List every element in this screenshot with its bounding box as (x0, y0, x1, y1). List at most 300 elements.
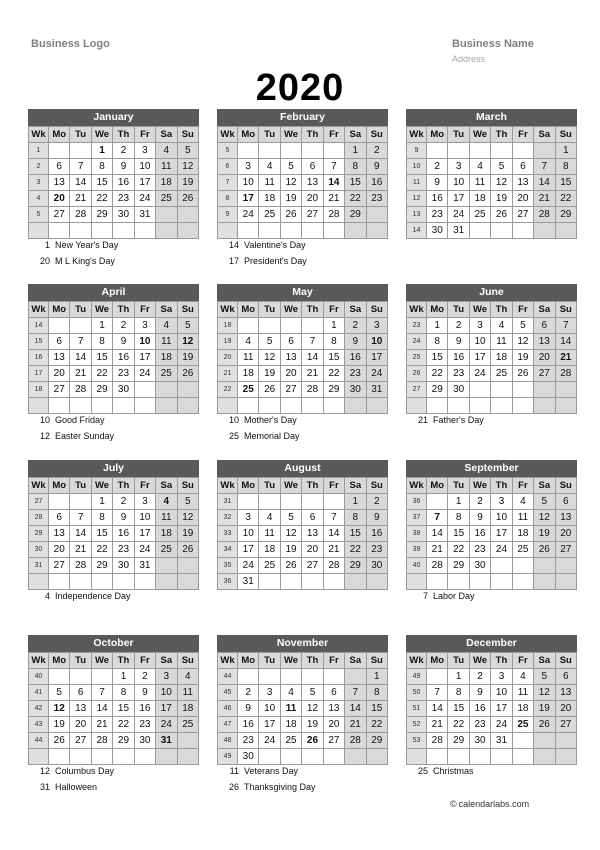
weekday-header: Tu (259, 127, 280, 143)
day-cell: 4 (259, 159, 280, 175)
day-cell: 5 (177, 143, 198, 159)
day-cell (49, 669, 70, 685)
day-cell: 5 (534, 669, 555, 685)
weekday-header: Su (177, 302, 198, 318)
day-cell (323, 143, 344, 159)
weekday-header: Tu (70, 302, 91, 318)
weekday-header: Th (113, 653, 134, 669)
day-cell: 18 (259, 542, 280, 558)
holiday-name: M L King's Day (55, 256, 115, 266)
month-september (406, 460, 577, 590)
week-row (407, 510, 577, 526)
day-cell (512, 733, 533, 749)
day-cell: 19 (49, 717, 70, 733)
week-number: 31 (218, 494, 238, 510)
holiday-list (410, 588, 590, 604)
day-cell: 1 (113, 669, 134, 685)
week-row (29, 717, 199, 733)
day-cell: 23 (113, 542, 134, 558)
day-cell: 11 (512, 510, 533, 526)
day-cell: 27 (280, 382, 301, 398)
week-number: 47 (218, 717, 238, 733)
holiday-item (221, 237, 401, 253)
week-row (407, 526, 577, 542)
week-number: 10 (407, 159, 427, 175)
day-cell: 9 (345, 334, 366, 350)
month-title: May (217, 284, 388, 301)
month-december (406, 635, 577, 765)
day-cell: 10 (491, 510, 512, 526)
day-cell: 31 (448, 223, 469, 239)
day-cell: 1 (91, 318, 112, 334)
week-number: 9 (407, 143, 427, 159)
day-cell: 21 (555, 350, 576, 366)
day-cell (366, 207, 387, 223)
day-cell: 14 (323, 175, 344, 191)
week-number: 23 (407, 318, 427, 334)
week-row (29, 526, 199, 542)
day-cell: 27 (302, 207, 323, 223)
month-table (406, 126, 577, 239)
day-cell: 7 (302, 334, 323, 350)
day-cell (555, 558, 576, 574)
week-number: 36 (407, 494, 427, 510)
day-cell: 27 (512, 207, 533, 223)
day-cell: 18 (156, 175, 177, 191)
day-cell: 26 (302, 733, 323, 749)
day-cell: 1 (427, 318, 448, 334)
weekday-header: Tu (259, 478, 280, 494)
day-cell: 30 (113, 558, 134, 574)
week-number: 29 (29, 526, 49, 542)
day-cell: 17 (491, 526, 512, 542)
day-cell: 19 (534, 701, 555, 717)
week-number: 24 (407, 334, 427, 350)
day-cell (491, 143, 512, 159)
day-cell: 23 (238, 733, 259, 749)
day-cell (238, 669, 259, 685)
day-cell: 9 (113, 334, 134, 350)
weekday-header: Fr (512, 127, 533, 143)
day-cell: 18 (512, 701, 533, 717)
day-cell: 12 (491, 175, 512, 191)
day-cell: 25 (280, 733, 301, 749)
day-cell: 19 (302, 717, 323, 733)
day-cell: 26 (177, 191, 198, 207)
day-cell: 1 (323, 318, 344, 334)
day-cell (49, 143, 70, 159)
day-cell: 29 (91, 382, 112, 398)
day-cell: 3 (366, 318, 387, 334)
holiday-name: Christmas (433, 766, 474, 776)
week-number: 33 (218, 526, 238, 542)
day-cell: 15 (366, 701, 387, 717)
week-row (29, 542, 199, 558)
day-cell (555, 382, 576, 398)
day-cell: 9 (238, 701, 259, 717)
day-cell: 24 (469, 366, 490, 382)
month-table (406, 652, 577, 765)
week-number: 18 (29, 382, 49, 398)
day-cell: 20 (512, 191, 533, 207)
week-number: 25 (407, 350, 427, 366)
month-table (406, 301, 577, 414)
week-number: 42 (29, 701, 49, 717)
month-october (28, 635, 199, 765)
day-cell: 15 (91, 526, 112, 542)
weekday-header: Mo (49, 127, 70, 143)
day-cell: 6 (302, 510, 323, 526)
day-cell: 12 (259, 350, 280, 366)
day-cell (302, 494, 323, 510)
week-row (29, 334, 199, 350)
weekday-header: Wk (407, 478, 427, 494)
weekday-header: Mo (427, 478, 448, 494)
day-cell: 22 (427, 366, 448, 382)
week-number: 22 (218, 382, 238, 398)
day-cell: 2 (366, 143, 387, 159)
day-cell: 9 (134, 685, 155, 701)
day-cell: 28 (427, 558, 448, 574)
day-cell: 28 (427, 733, 448, 749)
day-cell: 13 (302, 175, 323, 191)
day-cell: 29 (91, 558, 112, 574)
week-row (218, 510, 388, 526)
weekday-header: Th (113, 127, 134, 143)
day-cell: 8 (427, 334, 448, 350)
day-cell: 28 (555, 366, 576, 382)
day-cell: 30 (448, 382, 469, 398)
day-cell: 6 (49, 334, 70, 350)
day-cell: 24 (366, 366, 387, 382)
day-cell: 9 (113, 159, 134, 175)
week-number: 45 (218, 685, 238, 701)
weekday-header: We (280, 478, 301, 494)
week-number: 38 (407, 526, 427, 542)
day-cell: 1 (345, 494, 366, 510)
week-row (218, 143, 388, 159)
day-cell: 26 (534, 542, 555, 558)
week-row (29, 558, 199, 574)
day-cell: 27 (49, 382, 70, 398)
week-row (407, 558, 577, 574)
day-cell: 17 (134, 175, 155, 191)
day-cell: 5 (280, 510, 301, 526)
day-cell: 6 (555, 669, 576, 685)
day-cell: 21 (91, 717, 112, 733)
day-cell: 15 (427, 350, 448, 366)
day-cell: 7 (534, 159, 555, 175)
day-cell: 30 (469, 558, 490, 574)
weekday-header: Th (113, 478, 134, 494)
week-number: 13 (407, 207, 427, 223)
day-cell: 19 (177, 175, 198, 191)
day-cell: 26 (177, 542, 198, 558)
holiday-list (32, 588, 212, 604)
month-title: March (406, 109, 577, 126)
holiday-date: 14 (228, 240, 239, 250)
day-cell: 30 (469, 733, 490, 749)
day-cell: 25 (156, 366, 177, 382)
weekday-header: Su (366, 127, 387, 143)
day-cell: 17 (491, 701, 512, 717)
day-cell: 10 (448, 175, 469, 191)
business-name: Business Name (452, 38, 534, 50)
week-number: 36 (218, 574, 238, 590)
day-cell (448, 143, 469, 159)
day-cell: 15 (555, 175, 576, 191)
day-cell: 14 (345, 701, 366, 717)
day-cell: 31 (238, 574, 259, 590)
week-row (407, 223, 577, 239)
day-cell: 1 (448, 669, 469, 685)
day-cell: 10 (491, 685, 512, 701)
weekday-header: Sa (345, 302, 366, 318)
day-cell: 24 (134, 366, 155, 382)
weekday-header: Su (555, 653, 576, 669)
week-number: 7 (218, 175, 238, 191)
day-cell: 19 (491, 191, 512, 207)
holiday-date: 31 (39, 782, 50, 792)
day-cell: 22 (345, 542, 366, 558)
day-cell (302, 143, 323, 159)
day-cell: 8 (91, 510, 112, 526)
day-cell: 11 (280, 701, 301, 717)
day-cell: 7 (70, 159, 91, 175)
day-cell: 17 (469, 350, 490, 366)
day-cell: 19 (534, 526, 555, 542)
week-row (407, 159, 577, 175)
day-cell (70, 143, 91, 159)
week-row (218, 669, 388, 685)
day-cell: 4 (177, 669, 198, 685)
weekday-header: Fr (512, 478, 533, 494)
holiday-list (221, 763, 401, 795)
week-row (407, 733, 577, 749)
day-cell: 5 (177, 494, 198, 510)
weekday-header: Mo (238, 653, 259, 669)
week-number: 49 (218, 749, 238, 765)
day-cell: 16 (113, 350, 134, 366)
week-number: 5 (218, 143, 238, 159)
day-cell: 2 (113, 318, 134, 334)
weekday-header: Th (491, 127, 512, 143)
day-cell: 7 (555, 318, 576, 334)
weekday-header: Th (491, 478, 512, 494)
weekday-header: Fr (323, 302, 344, 318)
day-cell: 8 (345, 510, 366, 526)
week-row (29, 175, 199, 191)
day-cell: 11 (238, 350, 259, 366)
day-cell: 10 (238, 175, 259, 191)
day-cell: 18 (156, 526, 177, 542)
day-cell: 2 (448, 318, 469, 334)
holiday-item (32, 253, 212, 269)
day-cell: 26 (491, 207, 512, 223)
day-cell: 10 (156, 685, 177, 701)
day-cell: 17 (134, 526, 155, 542)
day-cell: 10 (366, 334, 387, 350)
day-cell: 16 (469, 526, 490, 542)
month-table (28, 477, 199, 590)
weekday-header: Sa (345, 653, 366, 669)
weekday-header: Mo (238, 478, 259, 494)
holiday-item (221, 428, 401, 444)
day-cell: 3 (238, 510, 259, 526)
day-cell: 21 (345, 717, 366, 733)
day-cell: 29 (91, 207, 112, 223)
holiday-item (221, 779, 401, 795)
week-number: 40 (407, 558, 427, 574)
week-row (218, 717, 388, 733)
day-cell: 16 (366, 175, 387, 191)
weekday-header: Th (302, 478, 323, 494)
weekday-header: Mo (49, 653, 70, 669)
weekday-header: We (280, 653, 301, 669)
week-number: 53 (407, 733, 427, 749)
day-cell: 28 (534, 207, 555, 223)
weekday-header: Wk (407, 302, 427, 318)
day-cell: 14 (534, 175, 555, 191)
weekday-header: Su (366, 478, 387, 494)
week-row (29, 207, 199, 223)
day-cell: 11 (259, 175, 280, 191)
day-cell (177, 382, 198, 398)
day-cell: 14 (70, 175, 91, 191)
week-number: 5 (29, 207, 49, 223)
day-cell: 20 (49, 366, 70, 382)
week-number: 40 (29, 669, 49, 685)
day-cell: 25 (469, 207, 490, 223)
week-row (407, 542, 577, 558)
day-cell: 30 (113, 207, 134, 223)
day-cell: 3 (134, 318, 155, 334)
holiday-item (32, 237, 212, 253)
day-cell (280, 574, 301, 590)
week-row (218, 558, 388, 574)
day-cell: 29 (555, 207, 576, 223)
day-cell (49, 318, 70, 334)
day-cell: 27 (555, 717, 576, 733)
week-number: 12 (407, 191, 427, 207)
day-cell: 3 (469, 318, 490, 334)
day-cell: 23 (113, 191, 134, 207)
day-cell: 15 (345, 526, 366, 542)
month-title: November (217, 635, 388, 652)
week-row (407, 685, 577, 701)
holiday-date: 26 (228, 782, 239, 792)
day-cell: 22 (91, 191, 112, 207)
day-cell: 6 (49, 510, 70, 526)
month-january (28, 109, 199, 239)
weekday-header: Wk (29, 478, 49, 494)
day-cell: 29 (345, 558, 366, 574)
weekday-header: We (469, 127, 490, 143)
weekday-header: Tu (259, 653, 280, 669)
day-cell: 15 (448, 701, 469, 717)
weekday-header: We (280, 302, 301, 318)
day-cell: 22 (91, 542, 112, 558)
day-cell: 4 (156, 494, 177, 510)
holiday-item (221, 763, 401, 779)
day-cell: 9 (366, 159, 387, 175)
day-cell (512, 382, 533, 398)
day-cell: 20 (534, 350, 555, 366)
week-number: 34 (218, 542, 238, 558)
day-cell (469, 382, 490, 398)
weekday-header: Th (302, 127, 323, 143)
day-cell (238, 143, 259, 159)
week-row (407, 191, 577, 207)
day-cell: 3 (156, 669, 177, 685)
month-table (217, 652, 388, 765)
day-cell: 19 (177, 526, 198, 542)
day-cell: 14 (70, 526, 91, 542)
day-cell: 16 (113, 526, 134, 542)
day-cell (427, 669, 448, 685)
day-cell: 18 (259, 191, 280, 207)
day-cell: 17 (366, 350, 387, 366)
day-cell: 25 (512, 542, 533, 558)
day-cell: 25 (156, 191, 177, 207)
day-cell: 5 (177, 318, 198, 334)
week-row (407, 382, 577, 398)
footer-credit[interactable] (450, 799, 529, 809)
day-cell: 20 (302, 191, 323, 207)
holiday-name: Independence Day (55, 591, 131, 601)
day-cell: 7 (323, 159, 344, 175)
holiday-name: Easter Sunday (55, 431, 115, 441)
weekday-header: Tu (448, 127, 469, 143)
weekday-header: Sa (345, 478, 366, 494)
weekday-header: Fr (512, 653, 533, 669)
day-cell: 6 (49, 159, 70, 175)
day-cell: 27 (555, 542, 576, 558)
day-cell: 8 (91, 159, 112, 175)
weekday-header: Wk (29, 302, 49, 318)
day-cell: 26 (177, 366, 198, 382)
day-cell: 24 (259, 733, 280, 749)
day-cell: 26 (49, 733, 70, 749)
day-cell: 17 (448, 191, 469, 207)
day-cell (49, 494, 70, 510)
week-row (29, 143, 199, 159)
day-cell: 4 (491, 318, 512, 334)
day-cell: 12 (512, 334, 533, 350)
weekday-header: Tu (448, 302, 469, 318)
day-cell: 28 (323, 207, 344, 223)
day-cell: 13 (302, 526, 323, 542)
day-cell (70, 494, 91, 510)
footer-site-link[interactable]: calendarlabs.com (458, 799, 530, 809)
weekday-header: Wk (218, 478, 238, 494)
week-number: 46 (218, 701, 238, 717)
day-cell (259, 574, 280, 590)
weekday-header: Su (177, 127, 198, 143)
day-cell: 12 (302, 701, 323, 717)
day-cell: 27 (534, 366, 555, 382)
weekday-header: Fr (323, 653, 344, 669)
day-cell: 10 (134, 159, 155, 175)
week-number: 35 (218, 558, 238, 574)
day-cell: 7 (70, 510, 91, 526)
day-cell (534, 558, 555, 574)
weekday-header: We (91, 478, 112, 494)
day-cell: 21 (302, 366, 323, 382)
week-number: 15 (29, 334, 49, 350)
day-cell: 7 (427, 685, 448, 701)
day-cell: 15 (91, 350, 112, 366)
